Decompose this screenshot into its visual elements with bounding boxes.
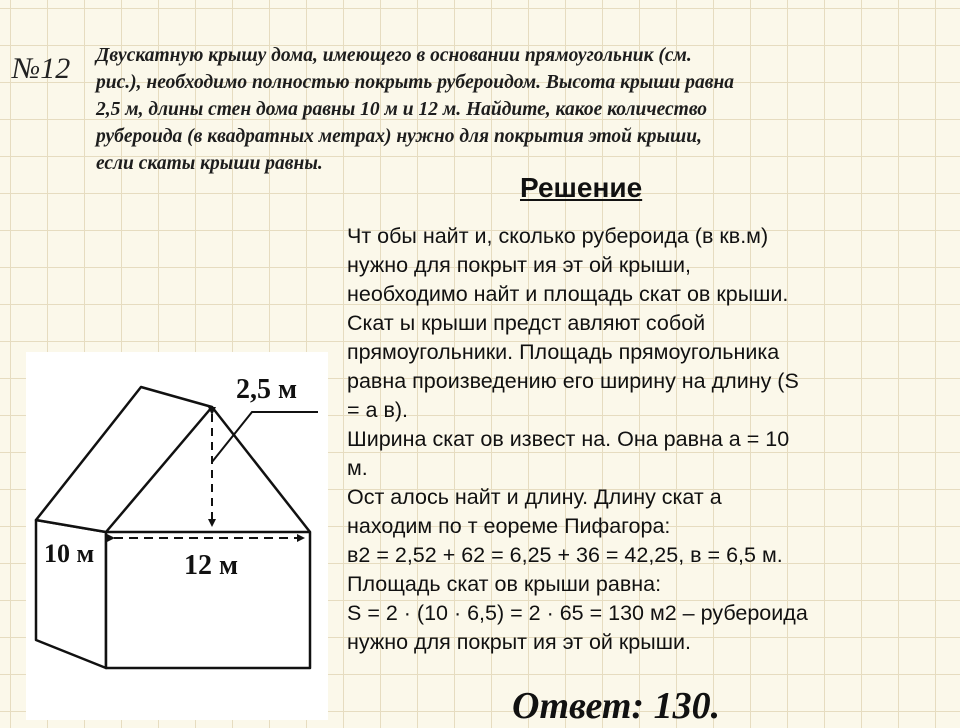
solution-line: в2 = 2,52 + 62 = 6,25 + 36 = 42,25, в = 6,5 м. [347,543,783,567]
problem-line: если скаты крыши равны. [96,153,323,174]
problem-number: №12 [12,52,71,85]
problem-line: рубероида (в квадратных метрах) нужно для покрытия этой крыши, [96,126,702,147]
width-label: 10 м [44,539,95,568]
roof-slope [36,387,212,532]
solution-line: нужно для покрыт ия эт ой крыши, [347,253,691,277]
solution-line: нужно для покрыт ия эт ой крыши. [347,630,691,654]
solution-line: прямоугольники. Площадь прямоугольника [347,340,780,364]
length-label: 12 м [184,550,239,581]
solution-line: Чт обы найт и, сколько рубероида (в кв.м) [347,224,769,248]
solution-line: равна произведению его ширину на длину (S [347,369,799,393]
height-leader-line [212,412,318,462]
solution-line: Площадь скат ов крыши равна: [347,572,662,596]
solution-line: Скат ы крыши предст авляют собой [347,311,706,335]
solution-heading: Решение [520,172,643,203]
solution-line: необходимо найт и площадь скат ов крыши. [347,282,789,306]
solution-line: S = 2 · (10 · 6,5) = 2 · 65 = 130 м2 – рубероида [347,601,808,625]
solution-line: Ост алось найт и длину. Длину скат а [347,485,722,509]
solution-line: находим по т еореме Пифагора: [347,514,671,538]
problem-line: 2,5 м, длины стен дома равны 10 м и 12 м. Найдите, какое количество [96,99,708,120]
problem-line: Двускатную крышу дома, имеющего в основании прямоугольник (см. [96,45,692,66]
answer: Ответ: 130. [512,685,721,727]
problem-line: рис.), необходимо полностью покрыть рубероидом. Высота крыши равна [96,72,735,93]
roof-right-edge [212,407,310,532]
solution-line: м. [347,456,368,480]
solution-line: Ширина скат ов извест на. Она равна а = 10 [347,427,790,451]
height-label: 2,5 м [236,374,298,405]
solution-line: = а в). [347,398,409,422]
